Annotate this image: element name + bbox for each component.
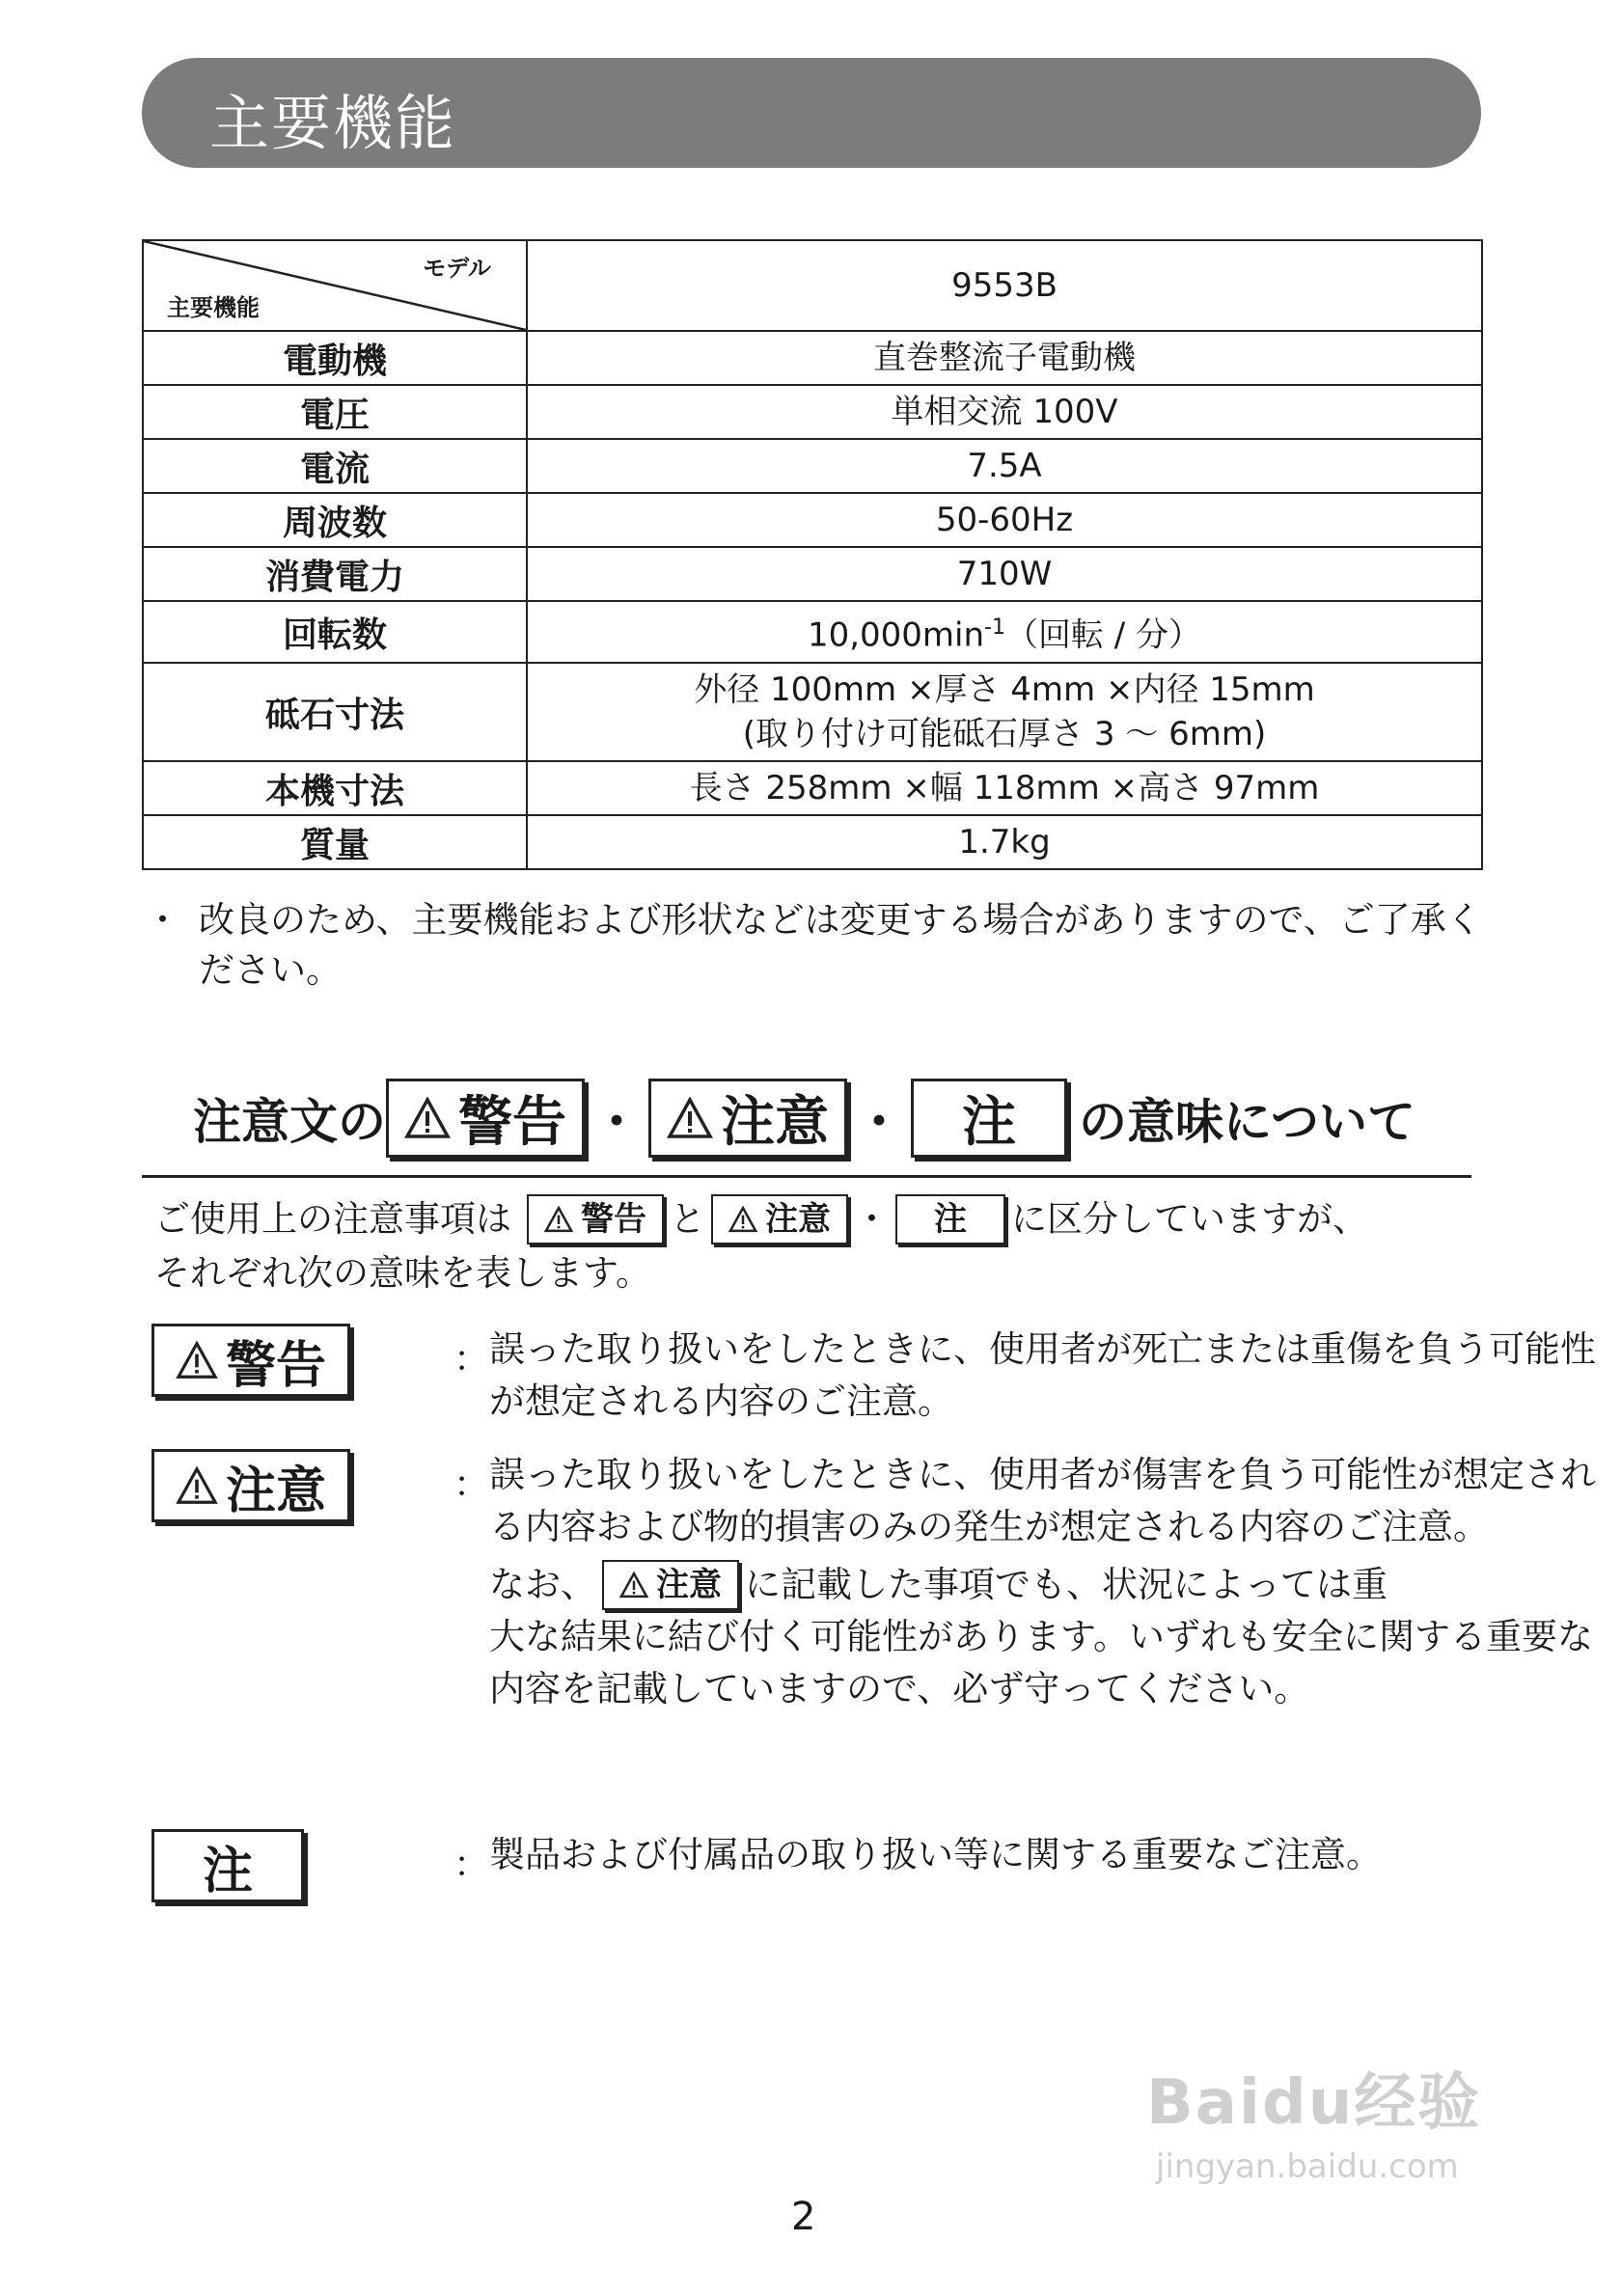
bullet: ・ [145, 899, 180, 941]
warning-description: 誤った取り扱いをしたときに、使用者が死亡または重傷を負う可能性が想定される内容のご注意。 [489, 1328, 1596, 1422]
caution-triangle-icon [176, 1466, 218, 1505]
spec-label: 周波数 [143, 493, 527, 547]
caution-label: 注意 [721, 1091, 829, 1154]
note-label: 注 [203, 1842, 254, 1900]
warning-box [386, 1079, 585, 1158]
intro-line-2: それぞれ次の意味を表します。 [154, 1252, 652, 1294]
spec-value: 710W [527, 547, 1482, 601]
caution-extra-suffix: に記載した事項でも、状況によっては重 [745, 1564, 1387, 1605]
colon: ： [453, 1844, 489, 1885]
dot-separator: ・ [854, 1198, 890, 1240]
row-header-label: 主要機能 [167, 294, 260, 321]
caution-triangle-icon [667, 1097, 713, 1139]
baidu-watermark [1146, 2053, 1552, 2186]
column-header-label: モデル [423, 255, 491, 282]
page-number: 2 [791, 2195, 816, 2239]
warning-triangle-icon [544, 1206, 573, 1233]
spec-value: 1.7kg [527, 815, 1482, 869]
warning-tag [151, 1324, 350, 1397]
table-row [143, 439, 1482, 493]
spec-value: 単相交流 100V [527, 385, 1482, 439]
inline-caution-box [602, 1560, 739, 1610]
note-box [911, 1079, 1067, 1158]
table-row [143, 493, 1482, 547]
spec-table [142, 239, 1483, 870]
caution-tag [151, 1449, 350, 1522]
spec-value [527, 663, 1482, 761]
spec-value: 長さ 258mm ×幅 118mm ×高さ 97mm [527, 761, 1482, 815]
warning-label: 警告 [226, 1336, 327, 1395]
spec-value: 7.5A [527, 439, 1482, 493]
caution-description: 誤った取り扱いをしたときに、使用者が傷害を負う可能性が想定される内容および物的損害のみの発生が想定される内容のご注意。 [489, 1454, 1596, 1547]
warning-triangle-icon [176, 1341, 218, 1380]
spec-label: 電動機 [143, 331, 527, 385]
table-row [143, 761, 1482, 815]
spec-label: 本機寸法 [143, 761, 527, 815]
rpm-unit: （回転 / 分） [1004, 615, 1202, 655]
spec-value: 50-60Hz [527, 493, 1482, 547]
watermark-url: jingyan.baidu.com [1156, 2147, 1459, 2186]
spec-label: 電流 [143, 439, 527, 493]
table-row [143, 663, 1482, 761]
intro-suffix: に区分していますが、 [1011, 1198, 1368, 1240]
caution-box [648, 1079, 847, 1158]
table-row [143, 547, 1482, 601]
intro-and: と [670, 1198, 705, 1240]
spec-value [527, 601, 1482, 663]
warning-triangle-icon [404, 1097, 451, 1139]
intro-line [154, 1192, 1486, 1246]
caution-extra-line [489, 1559, 1618, 1611]
table-row [143, 385, 1482, 439]
spec-label: 消費電力 [143, 547, 527, 601]
table-row [143, 815, 1482, 869]
heading-rule [142, 1175, 1471, 1178]
colon: ： [453, 1338, 489, 1380]
note-tag [151, 1829, 304, 1902]
section-title: 主要機能 [209, 88, 457, 158]
meaning-heading [193, 1079, 1415, 1158]
inline-note-box [895, 1194, 1005, 1244]
caution-extra-rest: 大な結果に結び付く可能性があります。いずれも安全に関する重要な内容を記載していますので、必ず守ってください。 [489, 1616, 1594, 1709]
dot-separator: ・ [592, 1094, 641, 1150]
warning-label: 警告 [458, 1091, 566, 1154]
rpm-value: 10,000min [807, 615, 985, 655]
caution-triangle-icon [619, 1572, 648, 1599]
table-corner-cell [143, 240, 527, 331]
wheel-thickness-line: (取り付け可能砥石厚さ 3 ～ 6mm) [742, 715, 1267, 753]
note-text: 改良のため、主要機能および形状などは変更する場合がありますので、ご了承ください。 [199, 899, 1482, 991]
section-header [142, 58, 1481, 168]
table-row [143, 331, 1482, 385]
inline-warning-box [527, 1194, 664, 1244]
spec-label: 砥石寸法 [143, 663, 527, 761]
caution-label: 注意 [226, 1462, 327, 1520]
colon: ： [453, 1463, 489, 1505]
note-label: 注 [934, 1200, 967, 1239]
table-header-row [143, 240, 1482, 331]
spec-label: 質量 [143, 815, 527, 869]
inline-caution-box [711, 1194, 848, 1244]
dot-separator: ・ [855, 1094, 903, 1150]
note-label: 注 [962, 1091, 1016, 1154]
caution-description-block [489, 1449, 1618, 1715]
heading-prefix: 注意文の [193, 1094, 386, 1150]
intro-paragraph [154, 1192, 1486, 1300]
note-description: 製品および付属品の取り扱い等に関する重要なご注意。 [489, 1834, 1382, 1875]
spec-label: 回転数 [143, 601, 527, 663]
spec-value: 直巻整流子電動機 [527, 331, 1482, 385]
caution-label: 注意 [765, 1200, 831, 1239]
rpm-exponent: -1 [984, 615, 1005, 641]
warning-label: 警告 [581, 1200, 646, 1239]
heading-suffix: の意味について [1079, 1094, 1415, 1150]
model-number: 9553B [527, 240, 1482, 331]
intro-prefix: ご使用上の注意事項は [154, 1198, 511, 1240]
watermark-brand: Baidu经验 [1146, 2067, 1482, 2139]
caution-extra-prefix: なお、 [489, 1564, 596, 1605]
wheel-size-line: 外径 100mm ×厚さ 4mm ×内径 15mm [694, 670, 1315, 709]
caution-label: 注意 [656, 1566, 722, 1604]
caution-triangle-icon [728, 1206, 757, 1233]
table-row [143, 601, 1482, 663]
improvement-note [145, 895, 1486, 996]
spec-label: 電圧 [143, 385, 527, 439]
